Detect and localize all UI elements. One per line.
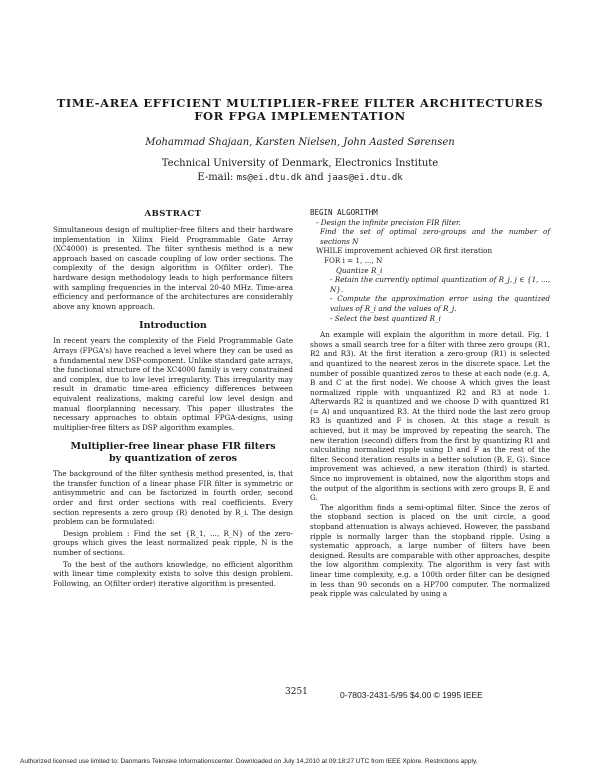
- section2-heading-1: Multiplier-free linear phase FIR filters: [70, 441, 276, 453]
- algo-select: - Select the best quantized R_i: [330, 313, 441, 323]
- isbn-copyright: 0-7803-2431-5/95 $4.00 © 1995 IEEE: [340, 690, 483, 700]
- authors: Mohammad Shajaan, Karsten Nielsen, John Aasted Sørensen: [145, 137, 455, 148]
- left-column: [53, 208, 293, 588]
- email-prefix: E-mail:: [197, 172, 234, 183]
- intro-text: In recent years the complexity of the Field Programmable Gate Arrays (FPGA's) have reached a level where they can be used as a fundamental new DSP-component. Unlike standard gate arrays, the functional structure of the XC4000 family is very constrained and complex, due to low level irregularity. This irregularity may result in dramatic time-area efficiency differences between equivalent realizations, making careful low level design and manual floorplanning necessary. This paper illustrates the necessary approaches to obtain optimal FPGA-designs, using multiplier-free filters as DSP algorithm examples.: [53, 336, 293, 432]
- page-number: 3251: [285, 687, 308, 697]
- algorithm-block: [310, 208, 550, 323]
- abstract-heading: ABSTRACT: [144, 209, 202, 219]
- design-problem-label: Design problem :: [63, 528, 130, 538]
- design-problem-text: Find the set {R_1, ..., R_N} of the zero-groups which gives the least normalized peak ripple, N is the number of sections.: [53, 528, 293, 558]
- right-text-1: An example will explain the algorithm in more detail. Fig. 1 shows a small search tree for a filter with three zero groups (R1, R2 and R3). At the first iteration a zero-group (R1) is selected and quantized to the nearest zeros in the discrete space. Let the number of possible quantized zeros to these at each node (e.g. A, B and C at the first node). We choose A which gives the least normalized ripple with unquantized R2 and R3 at node 1. Afterwards R2 is quantized and we choose D with quantized R1 (= A) and unquantized R3. At the third node the last zero group R3 is quantized and F is chosen. At this stage a result is achieved, but it may be improved by repeating the search. The new iteration (second) differs from the first by quantizing R1 and calculating normalized ripple using D and F as the rest of the filter. Second iteration results in a better solution (B, E, G). Since improvement was achieved, a new iteration (third) is started. Since no improvement is obtained, now the algorithm stops and the output of the algorithm is sections with zero groups B, E and G.: [310, 330, 550, 503]
- algo-quantize: Quantize R_i: [336, 265, 383, 275]
- section2-heading-2: by quantization of zeros: [108, 453, 238, 465]
- abstract-text: Simultaneous design of multiplier-free filters and their hardware implementation in Xilinx Field Programmable Gate Array (XC4000) is presented. The filter synthesis method is a new approach based on cascade coupling of low order sections. The complexity of the design algorithm is O(filter order). The hardware design methodology leads to high performance filters with sampling frequencies in the interval 20-40 MHz. Time-area efficiency and performance of the architectures are considerably above any known approach.: [53, 225, 293, 311]
- institution: Technical University of Denmark, Electronics Institute: [161, 158, 439, 169]
- algo-compute: - Compute the approximation error using the quantized values of R_i and the values of R_j.: [330, 294, 550, 313]
- algo-line-1: - Design the infinite precision FIR filter.: [316, 217, 461, 227]
- algo-begin: BEGIN ALGORITHM: [310, 208, 378, 217]
- section2-text-1: The background of the filter synthesis method presented, is, that the transfer function of a linear phase FIR filter is symmetric or antisymmetric and can be factorized in fourth order, second order and first order sections with real coefficients. Every section represents a zero group (R) denoted by R_i. The design problem can be formulated:: [53, 469, 293, 527]
- email-address-2: jaas@ei.dtu.dk: [326, 173, 403, 183]
- email-address-1: ms@ei.dtu.dk: [236, 173, 302, 183]
- title-line-1: TIME-AREA EFFICIENT MULTIPLIER-FREE FILTER ARCHITECTURES: [56, 96, 544, 110]
- email-and: and: [304, 172, 324, 183]
- license-notice: Authorized licensed use limited to: Danmarks Tekniske Informationscenter. Downloaded on July 14,2010 at 09:18:27 UTC from IEEE Xplore. Restrictions apply.: [20, 758, 478, 765]
- right-text-2: The algorithm finds a semi-optimal filter. Since the zeros of the stopband section is placed on the unit circle, a good stopband attenuation is always achieved. However, the passband ripple is normally larger than the stopband ripple. Using a systematic approach, a large number of filters have been designed. Results are comparable with other approaches, despite the low algorithm complexity. The algorithm is very fast with linear time complexity, e.g. a 100th order filter can be designed in less than 90 seconds on a HP700 computer. The normalized peak ripple was calculated by using a: [310, 502, 550, 599]
- algo-for: FOR i = 1, ..., N: [324, 255, 383, 265]
- algo-line-2: Find the set of optimal zero-groups and the number of sections N: [320, 227, 550, 246]
- title-line-2: FOR FPGA IMPLEMENTATION: [194, 109, 406, 123]
- algo-retain: - Retain the currently optimal quantization of R_j, j ∈ {1, ..., N}.: [330, 275, 550, 294]
- section2-text-2: To the best of the authors knowledge, no efficient algorithm with linear time complexity exists to solve this design problem. Following, an O(filter order) iterative algorithm is presented.: [53, 559, 293, 588]
- paper-title: [40, 97, 560, 123]
- right-column: [310, 208, 550, 599]
- intro-heading: Introduction: [139, 320, 207, 332]
- algo-while: WHILE improvement achieved OR first iteration: [316, 246, 493, 256]
- design-problem: [53, 529, 293, 558]
- email-line: [40, 172, 560, 183]
